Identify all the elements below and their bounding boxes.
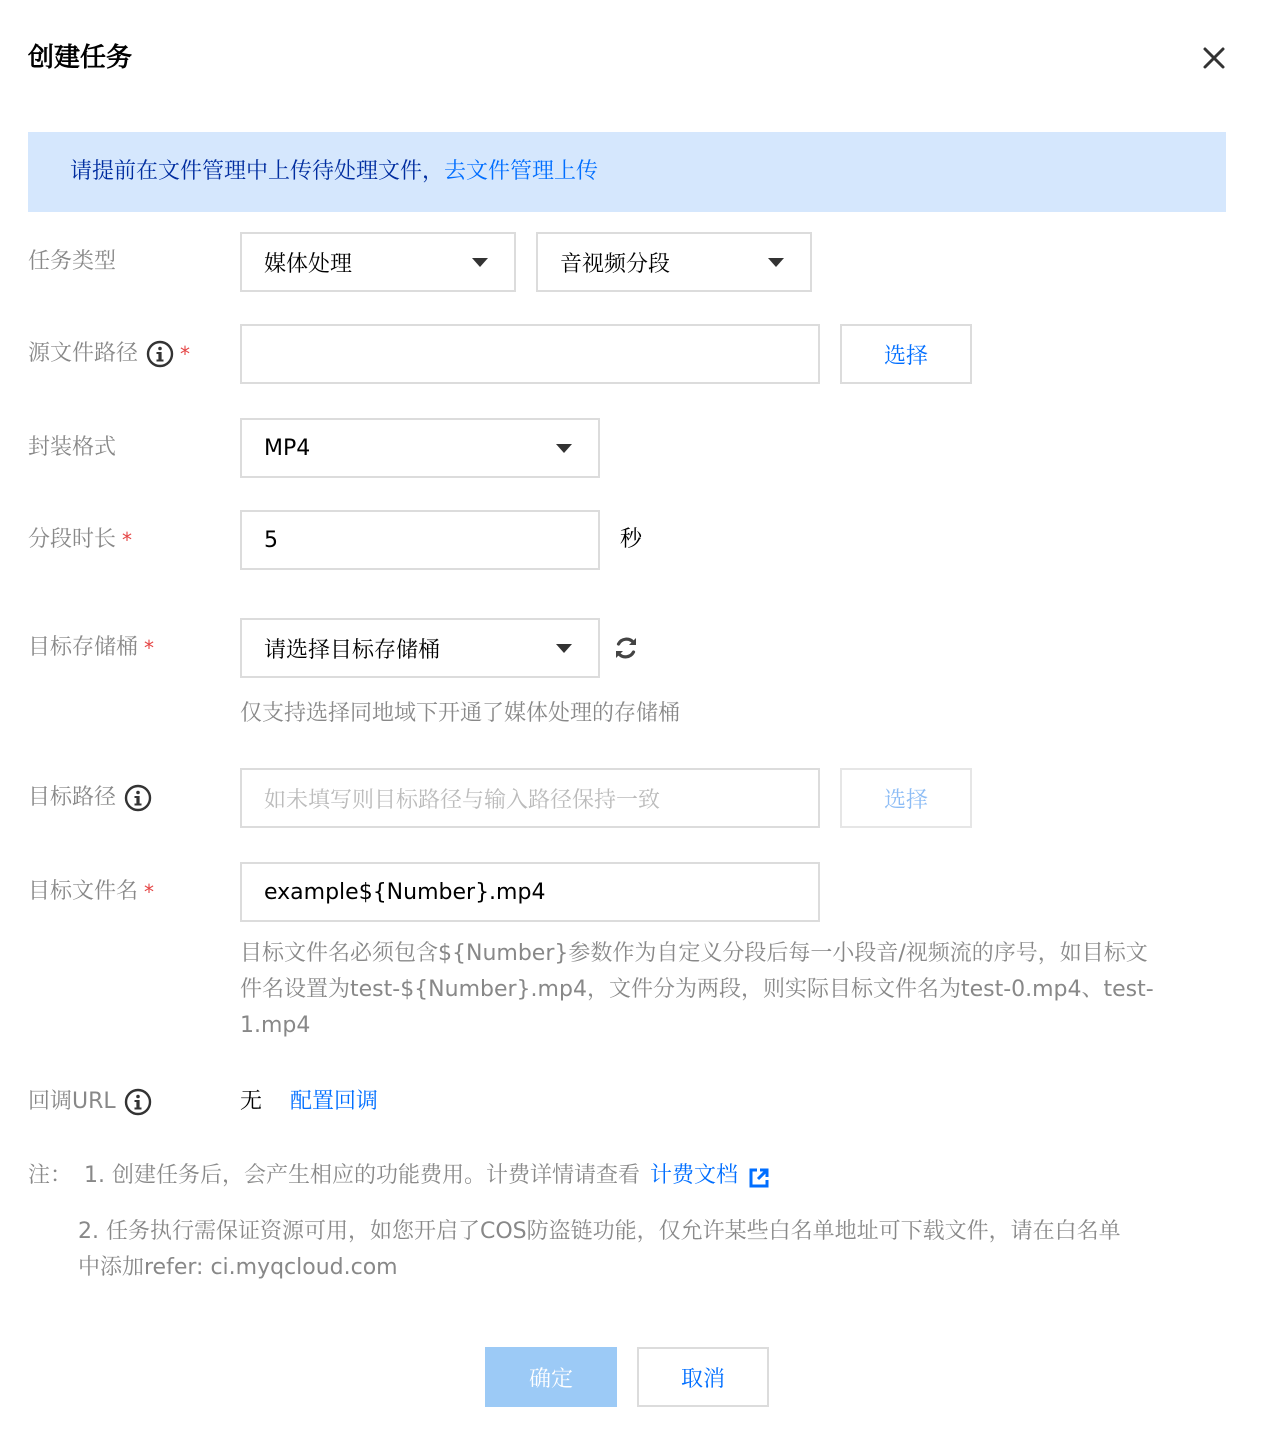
target-filename-label: 目标文件名 * bbox=[28, 876, 154, 908]
source-path-label: 源文件路径 * bbox=[28, 338, 190, 370]
target-path-select-button[interactable]: 选择 bbox=[840, 768, 972, 828]
target-bucket-hint: 仅支持选择同地域下开通了媒体处理的存储桶 bbox=[240, 701, 681, 726]
billing-doc-link[interactable]: 计费文档 bbox=[650, 1163, 739, 1188]
notice-text: 请提前在文件管理中上传待处理文件， bbox=[70, 159, 445, 184]
info-icon[interactable] bbox=[124, 1088, 152, 1116]
target-bucket-label: 目标存储桶 * bbox=[28, 632, 154, 664]
segment-duration-input[interactable]: 5 bbox=[240, 510, 600, 570]
required-mark: * bbox=[144, 880, 155, 904]
task-type-label: 任务类型 bbox=[28, 249, 117, 274]
dialog-title: 创建任务 bbox=[28, 43, 133, 73]
external-link-icon[interactable] bbox=[748, 1165, 770, 1187]
chevron-down-icon bbox=[556, 444, 572, 453]
notes-prefix: 注： bbox=[28, 1163, 73, 1188]
info-icon[interactable] bbox=[146, 340, 174, 368]
file-manager-link[interactable]: 去文件管理上传 bbox=[444, 159, 599, 184]
target-path-placeholder: 如未填写则目标路径与输入路径保持一致 bbox=[264, 787, 661, 813]
source-path-input[interactable] bbox=[240, 324, 820, 384]
cancel-button[interactable]: 取消 bbox=[637, 1347, 769, 1407]
close-icon[interactable] bbox=[1196, 40, 1232, 76]
note-item-2: 2. 任务执行需保证资源可用，如您开启了COS防盗链功能，仅允许某些白名单地址可下载文件，请在白名单 中添加refer: ci.myqcloud.com bbox=[78, 1219, 1121, 1280]
task-subtype-select[interactable] bbox=[536, 232, 812, 292]
target-path-input[interactable] bbox=[240, 768, 820, 828]
chevron-down-icon bbox=[472, 258, 488, 267]
note-item-1: 1. 创建任务后，会产生相应的功能费用。计费详情请查看 计费文档 bbox=[84, 1158, 770, 1194]
task-type-value: 媒体处理 bbox=[264, 251, 353, 277]
required-mark: * bbox=[122, 528, 133, 552]
segment-duration-label: 分段时长 * bbox=[28, 524, 132, 556]
chevron-down-icon bbox=[768, 258, 784, 267]
refresh-icon[interactable] bbox=[610, 632, 642, 664]
chevron-down-icon bbox=[556, 644, 572, 653]
callback-url-label: 回调URL bbox=[28, 1086, 152, 1118]
segment-duration-unit: 秒 bbox=[620, 527, 643, 552]
confirm-button[interactable]: 确定 bbox=[485, 1347, 617, 1407]
required-mark: * bbox=[144, 636, 155, 660]
target-bucket-value: 请选择目标存储桶 bbox=[264, 637, 441, 663]
task-type-select[interactable] bbox=[240, 232, 516, 292]
target-path-label: 目标路径 bbox=[28, 782, 152, 814]
configure-callback-link[interactable]: 配置回调 bbox=[290, 1089, 379, 1114]
required-mark: * bbox=[180, 342, 191, 366]
task-subtype-value: 音视频分段 bbox=[560, 251, 671, 277]
container-format-select[interactable] bbox=[240, 418, 600, 478]
notice-banner bbox=[28, 132, 1226, 212]
target-filename-input[interactable]: example${Number}.mp4 bbox=[240, 862, 820, 922]
container-format-value: MP4 bbox=[264, 435, 311, 461]
container-format-label: 封装格式 bbox=[28, 435, 117, 460]
target-bucket-select[interactable] bbox=[240, 618, 600, 678]
target-filename-hint: 目标文件名必须包含${Number}参数作为自定义分段后每一小段音/视频流的序号，如目标文 件名设置为test-${Number}.mp4，文件分为两段，则实际目标文件名为test-0.mp4、test- 1.mp4 bbox=[240, 941, 1154, 1038]
source-path-select-button[interactable]: 选择 bbox=[840, 324, 972, 384]
callback-url-value: 无 bbox=[240, 1089, 263, 1114]
info-icon[interactable] bbox=[124, 784, 152, 812]
